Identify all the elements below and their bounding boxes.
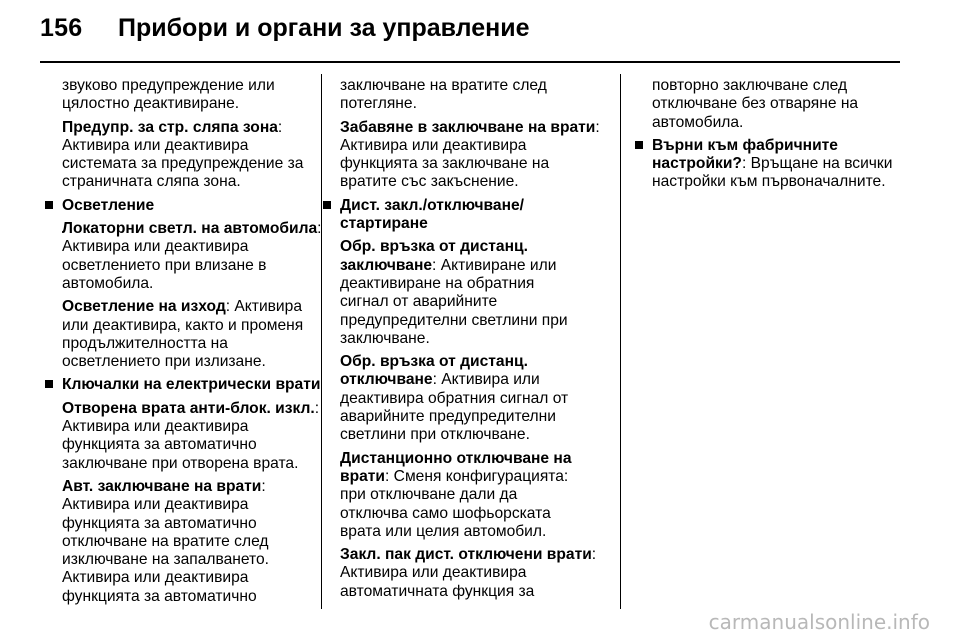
setting-term: отключване [340,371,433,389]
setting-relock-remote-unlocked-doors: Закл. пак дист. отключени врати: Активира или деактивира автоматичната функция за [340,546,597,600]
setting-term: Осветление на изход [62,298,226,316]
section-restore-factory-settings: Върни към фабричните настройки?: Връщане на всички настройки към първоначалните. [652,137,910,192]
section-lighting [62,197,312,215]
header-divider [40,61,900,63]
column-3 [640,77,910,197]
section-title: Осветление [62,196,155,214]
column-divider-2 [620,74,621,609]
section-title: стартиране [340,215,428,233]
bullet-square-icon [45,201,53,209]
setting-term: Предупр. за стр. сляпа зона [62,118,278,136]
setting-remote-unlock-feedback: Обр. връзка от дистанц. отключване: Активира или деактивира обратния сигнал от аварийните предупредителни светлини при отключване. [340,353,615,444]
section-remote-lock-unlock-start [340,197,615,234]
column-divider-1 [321,74,322,609]
setting-term: Локаторни светл. на автомобила [62,220,318,238]
setting-term: Закл. пак дист. отключени врати [340,546,592,564]
setting-term: врати [340,467,386,485]
column-2 [340,77,615,606]
paragraph: звуково предупреждение или цялостно деактивиране. [62,77,275,113]
setting-auto-door-lock: Авт. заключване на врати: Активира или деактивира функцията за автоматично отключване на вратите след изключване на запалването. Активира или деактивира функцията за автоматично [62,477,270,605]
setting-vehicle-locator-lights: Локаторни светл. на автомобила: Активира или деактивира осветлението при влизане в автомобила. [62,220,322,292]
setting-term: Авт. заключване на врати [62,477,262,495]
setting-term: Дистанционно отключване на [340,449,572,467]
bullet-square-icon [635,141,643,149]
page-number: 156 [40,14,83,42]
setting-term: заключване [340,256,433,274]
setting-open-door-anti-lock: Отворена врата анти-блок. изкл.: Активира или деактивира функцията за автоматично заключване при отворена врата. [62,399,320,472]
watermark: carmanualsonline.info [708,610,930,634]
setting-term: Отворена врата анти-блок. изкл. [62,399,315,417]
setting-remote-lock-feedback: Обр. връзка от дистанц. заключване: Активиране или деактивиране на обратния сигнал от аварийните предупредителни светлини при заключване. [340,238,615,348]
setting-delayed-door-lock: Забавяне в заключване на врати: Активира или деактивира функцията за заключване на вратите със закъснение. [340,118,600,191]
section-title: Дист. закл./отключване/ [340,196,525,214]
section-title: Ключалки на електрически врати [62,376,321,394]
setting-term: настройки? [652,155,742,173]
setting-remote-door-unlock: Дистанционно отключване на врати: Сменя конфигурацията: при отключване дали да отключва само шофьорската врата или целия автомобил. [340,450,615,541]
section-power-door-locks [62,376,321,394]
column-1 [42,77,322,611]
setting-term: Обр. връзка от дистанц. [340,353,528,371]
page-title: Прибори и органи за управление [118,14,530,42]
setting-blind-spot: Предупр. за стр. сляпа зона: Активира или деактивира системата за предупреждение за страничната сляпа зона. [62,118,304,191]
paragraph: заключване на вратите след потегляне. [340,77,547,113]
setting-term: Забавяне в заключване на врати [340,118,596,136]
bullet-square-icon [323,201,331,209]
paragraph: повторно заключване след отключване без отваряне на автомобила. [652,77,859,131]
page-header [0,0,960,62]
setting-term: Обр. връзка от дистанц. [340,238,528,256]
bullet-square-icon [45,380,53,388]
setting-term: Върни към фабричните [652,136,838,154]
setting-exit-lighting: Осветление на изход: Активира или деактивира, както и променя продължителността на осветлението при излизане. [62,298,304,371]
